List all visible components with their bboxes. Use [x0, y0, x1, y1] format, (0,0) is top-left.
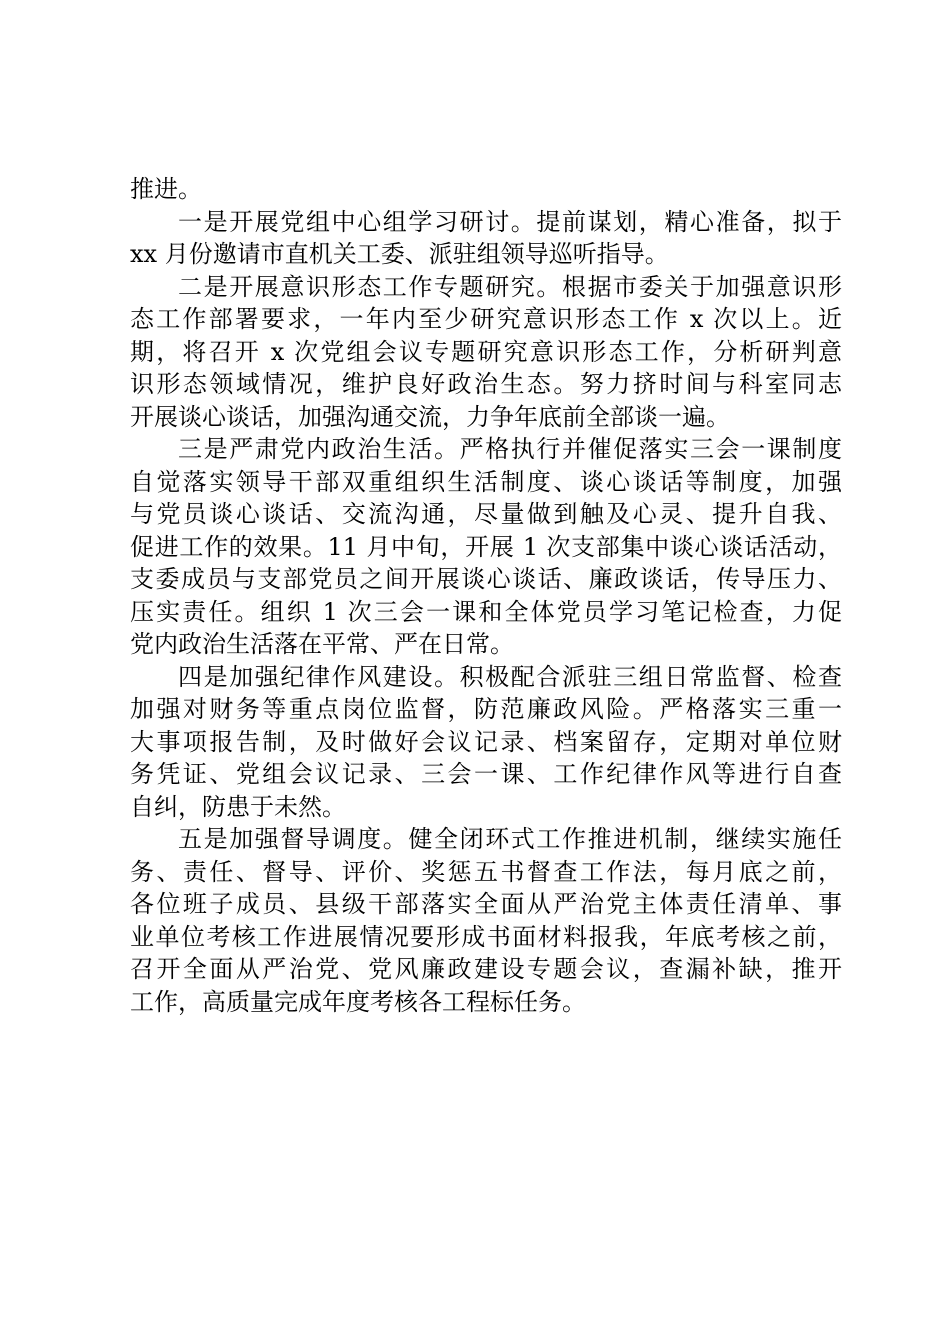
text-line: 三是严肃党内政治生活。严格执行并催促落实三会一课制度 — [178, 435, 842, 463]
text-line: 各位班子成员、县级干部落实全面从严治党主体责任清单、事 — [130, 890, 842, 918]
text-line: 态工作部署要求，一年内至少研究意识形态工作 x 次以上。近 — [130, 305, 842, 333]
text-line: 加强对财务等重点岗位监督，防范廉政风险。严格落实三重一 — [130, 695, 842, 723]
text-line: 推进。 — [130, 175, 202, 203]
text-line: 五是加强督导调度。健全闭环式工作推进机制，继续实施任 — [178, 825, 842, 853]
text-line: 自纠，防患于未然。 — [130, 792, 346, 821]
text-line: 期，将召开 x 次党组会议专题研究意识形态工作，分析研判意 — [130, 337, 842, 366]
text-line: 务凭证、党组会议记录、三会一课、工作纪律作风等进行自查 — [130, 760, 842, 788]
text-line: 业单位考核工作进展情况要形成书面材料报我，年底考核之前， — [130, 922, 842, 951]
text-line: 压实责任。组织 1 次三会一课和全体党员学习笔记检查，力促 — [130, 597, 842, 626]
text-line: 党内政治生活落在平常、严在日常。 — [130, 630, 514, 658]
text-line: 与党员谈心谈话、交流沟通，尽量做到触及心灵、提升自我、 — [130, 500, 842, 528]
text-line: 促进工作的效果。11 月中旬，开展 1 次支部集中谈心谈话活动， — [130, 532, 842, 561]
text-line: 识形态领域情况，维护良好政治生态。努力挤时间与科室同志 — [130, 370, 842, 398]
text-line: 四是加强纪律作风建设。积极配合派驻三组日常监督、检查 — [178, 662, 842, 691]
text-line: 自觉落实领导干部双重组织生活制度、谈心谈话等制度，加强 — [130, 467, 842, 496]
text-line: 支委成员与支部党员之间开展谈心谈话、廉政谈话，传导压力、 — [130, 565, 842, 593]
document-body — [130, 173, 842, 1018]
text-line: 召开全面从严治党、党风廉政建设专题会议，查漏补缺，推开 — [130, 955, 842, 983]
text-line: 二是开展意识形态工作专题研究。根据市委关于加强意识形 — [178, 272, 842, 301]
text-line: 务、责任、督导、评价、奖惩五书督查工作法，每月底之前， — [130, 857, 842, 886]
text-line: 一是开展党组中心组学习研讨。提前谋划，精心准备，拟于 — [178, 207, 842, 236]
text-line: 大事项报告制，及时做好会议记录、档案留存，定期对单位财 — [130, 727, 842, 756]
text-line: 工作，高质量完成年度考核各工程标任务。 — [130, 987, 586, 1016]
text-line: 开展谈心谈话，加强沟通交流，力争年底前全部谈一遍。 — [130, 402, 730, 431]
text-line: xx 月份邀请市直机关工委、派驻组领导巡听指导。 — [130, 240, 669, 268]
